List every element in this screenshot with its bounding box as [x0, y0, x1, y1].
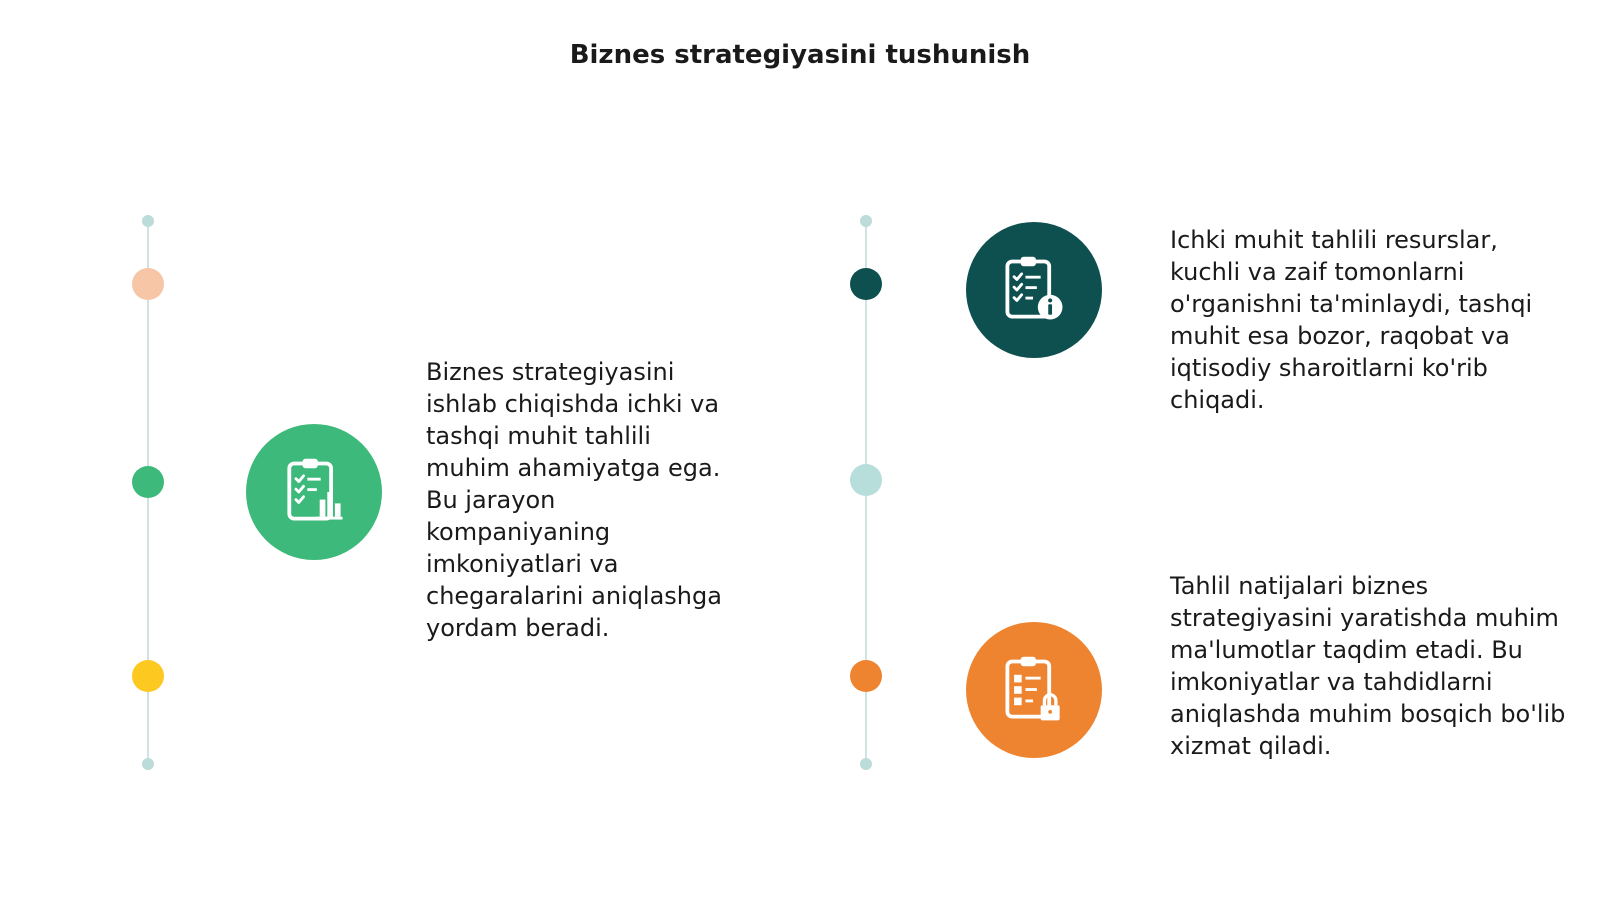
clipboard-chart-icon — [276, 454, 352, 530]
timeline-node-green — [132, 466, 164, 498]
item-3-icon-circle — [966, 622, 1102, 758]
timeline-end-dot — [860, 758, 872, 770]
right-timeline — [846, 210, 886, 770]
item-2-icon-circle — [966, 222, 1102, 358]
timeline-start-dot — [860, 215, 872, 227]
timeline-node-light-teal — [850, 464, 882, 496]
item-2-text: Ichki muhit tahlili resurslar, kuchli va zaif tomonlarni o'rganishni ta'minlaydi, tashqi muhit esa bozor, raqobat va iqtisodiy sharoitlarni ko'rib chiqadi. — [1170, 226, 1533, 414]
timeline-node-dark-teal — [850, 268, 882, 300]
item-3-text: Tahlil natijalari biznes strategiyasini yaratishda muhim ma'lumotlar taqdim etadi. Bu imkoniyatlar va tahdidlarni aniqlashda muhim bosqich bo'lib xizmat qiladi. — [1170, 572, 1566, 760]
item-1-icon-circle — [246, 424, 382, 560]
page-title: Biznes strategiyasini tushunish — [569, 40, 1031, 70]
timeline-node-orange — [850, 660, 882, 692]
timeline-node-yellow — [132, 660, 164, 692]
item-1-text: Biznes strategiyasini ishlab chiqishda ichki va tashqi muhit tahlili muhim ahamiyatga ega. Bu jarayon kompaniyaning imkoniyatlari va chegaralarini aniqlashga yordam beradi. — [426, 358, 722, 642]
timeline-end-dot — [142, 758, 154, 770]
timeline-node-peach — [132, 268, 164, 300]
left-timeline — [128, 210, 168, 770]
clipboard-lock-icon — [996, 652, 1072, 728]
timeline-start-dot — [142, 215, 154, 227]
clipboard-info-icon — [996, 252, 1072, 328]
